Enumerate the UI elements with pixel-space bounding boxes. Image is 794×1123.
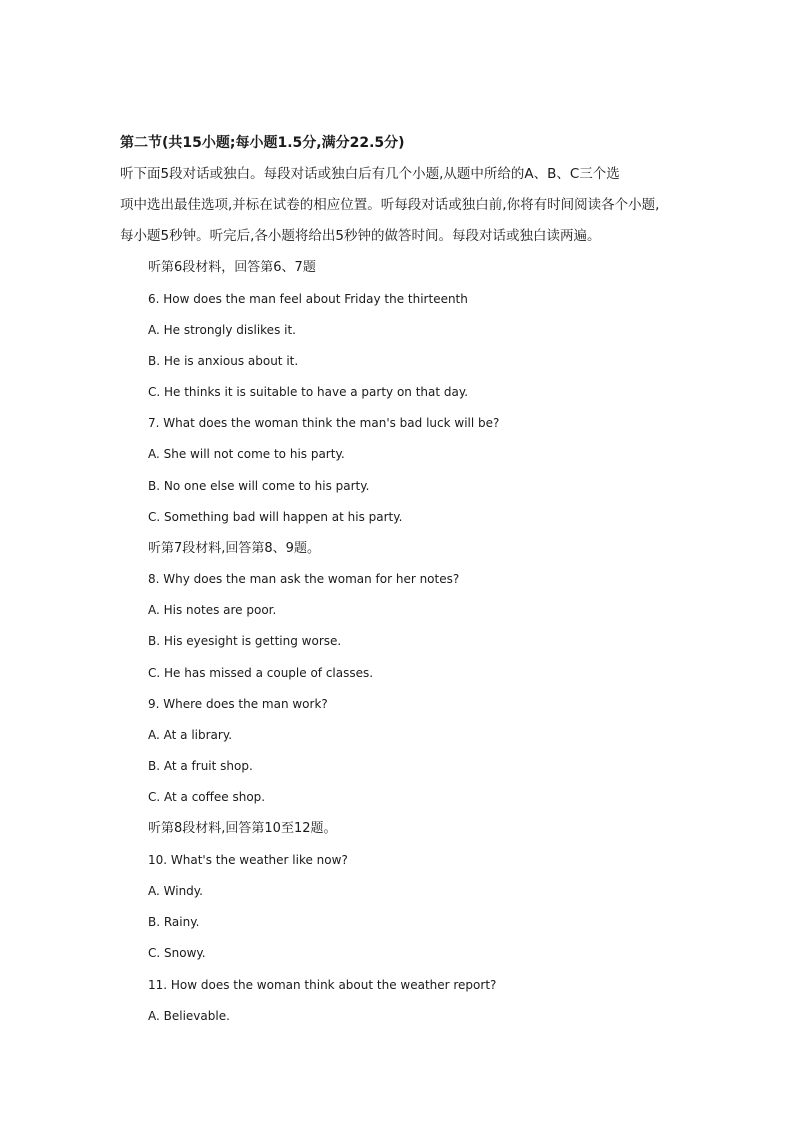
- question-7-option-c: C. Something bad will happen at his party.: [148, 510, 403, 524]
- instructions-line-1: 听下面5段对话或独白。每段对话或独白后有几个小题,从题中所给的A、B、C三个选: [120, 166, 620, 182]
- question-9-option-b: B. At a fruit shop.: [148, 759, 253, 773]
- question-6-option-b: B. He is anxious about it.: [148, 354, 299, 368]
- question-9: 9. Where does the man work?: [148, 697, 328, 711]
- section-title: 第二节(共15小题;每小题1.5分,满分22.5分): [120, 135, 405, 151]
- material-6-heading: 听第6段材料，回答第6、7题: [148, 260, 316, 275]
- question-8: 8. Why does the man ask the woman for her notes?: [148, 572, 460, 586]
- material-7-heading: 听第7段材料,回答第8、9题。: [148, 541, 320, 556]
- question-11: 11. How does the woman think about the weather report?: [148, 978, 497, 992]
- question-10-option-c: C. Snowy.: [148, 946, 206, 960]
- question-8-option-b: B. His eyesight is getting worse.: [148, 634, 342, 648]
- material-8-heading: 听第8段材料,回答第10至12题。: [148, 821, 337, 836]
- question-7-option-a: A. She will not come to his party.: [148, 447, 345, 461]
- question-6-option-c: C. He thinks it is suitable to have a party on that day.: [148, 385, 469, 399]
- question-11-option-a: A. Believable.: [148, 1009, 230, 1023]
- question-6-option-a: A. He strongly dislikes it.: [148, 323, 296, 337]
- question-7: 7. What does the woman think the man's bad luck will be?: [148, 416, 500, 430]
- question-9-option-c: C. At a coffee shop.: [148, 790, 266, 804]
- question-8-option-c: C. He has missed a couple of classes.: [148, 666, 374, 680]
- question-7-option-b: B. No one else will come to his party.: [148, 479, 370, 493]
- question-6: 6. How does the man feel about Friday the thirteenth: [148, 292, 468, 306]
- question-9-option-a: A. At a library.: [148, 728, 233, 742]
- question-10: 10. What's the weather like now?: [148, 853, 348, 867]
- question-8-option-a: A. His notes are poor.: [148, 603, 277, 617]
- instructions-line-2: 项中选出最佳选项,并标在试卷的相应位置。听每段对话或独白前,你将有时间阅读各个小题,: [120, 197, 660, 213]
- question-10-option-b: B. Rainy.: [148, 915, 200, 929]
- instructions-line-3: 每小题5秒钟。听完后,各小题将给出5秒钟的做答时间。每段对话或独白读两遍。: [120, 228, 601, 244]
- question-10-option-a: A. Windy.: [148, 884, 203, 898]
